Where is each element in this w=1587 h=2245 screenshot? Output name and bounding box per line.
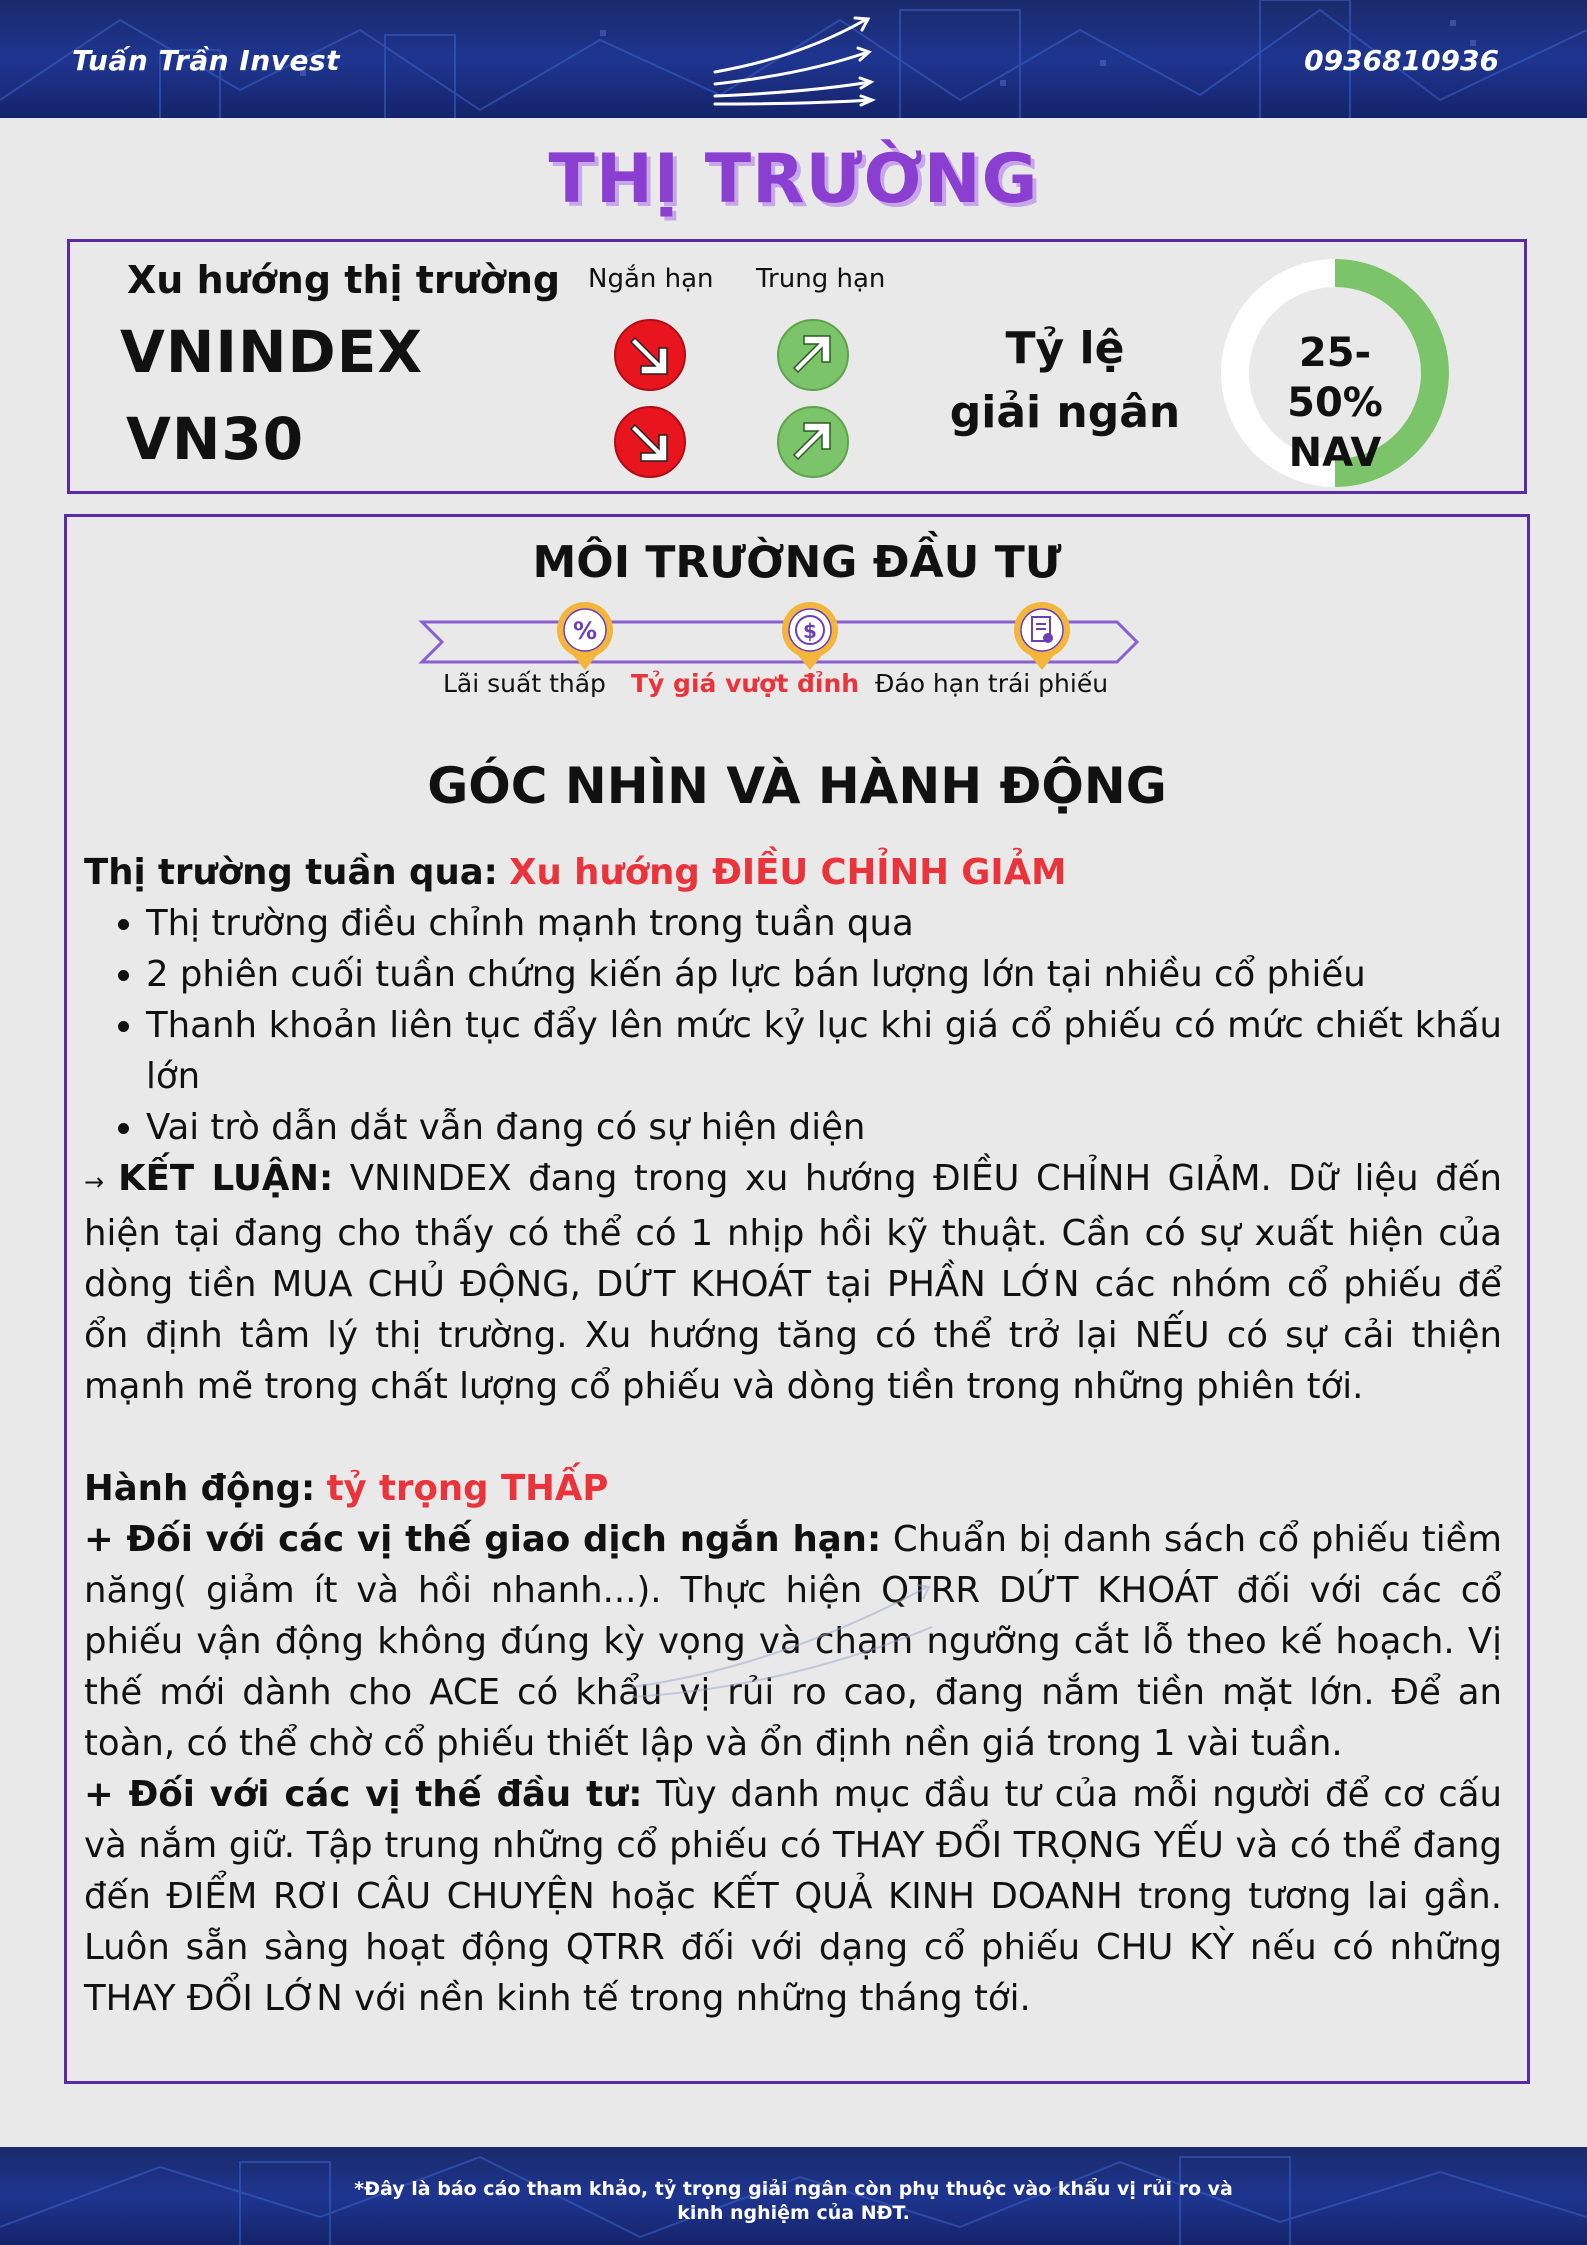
week-label: Thị trường tuần qua: bbox=[84, 852, 498, 893]
list-item: • Thanh khoản liên tục đẩy lên mức kỷ lục khi giá cổ phiếu có mức chiết khấu lớn bbox=[146, 1000, 1502, 1102]
phone-number: 0936810936 bbox=[1304, 44, 1499, 77]
environment-title: MÔI TRƯỜNG ĐẦU TƯ bbox=[532, 537, 1062, 588]
allocation-label bbox=[940, 317, 1190, 445]
percent-icon bbox=[557, 602, 613, 670]
action-label: Hành động: bbox=[84, 1468, 316, 1509]
short-term-label: + Đối với các vị thế giao dịch ngắn hạn: bbox=[84, 1519, 882, 1560]
market-trend-panel bbox=[67, 239, 1527, 494]
week-bullets bbox=[84, 898, 1502, 1153]
week-summary bbox=[84, 847, 1502, 898]
long-term-action bbox=[84, 1769, 1502, 2024]
disclaimer-line2: kinh nghiệm của NĐT. bbox=[677, 2202, 910, 2224]
svg-text:$: $ bbox=[803, 619, 817, 643]
mid-term-header: Trung hạn bbox=[756, 264, 886, 294]
allocation-label-line1: Tỷ lệ bbox=[1005, 323, 1125, 374]
conclusion-text: VNINDEX đang trong xu hướng ĐIỀU CHỈNH GIẢM. Dữ liệu đến hiện tại đang cho thấy có thể có 1 nhịp hồi kỹ thuật. Cần có sự xuất hiện của dòng tiền MUA CHỦ ĐỘNG, DỨT KHOÁT tại PHẦN LỚN các nhóm cổ phiếu để ổn định tâm lý thị trường. Xu hướng tăng có thể trở lại NẾU có sự cải thiện mạnh mẽ trong chất lượng cổ phiếu và dòng tiền trong những phiên tới. bbox=[84, 1158, 1502, 1407]
disclaimer-line1: *Đây là báo cáo tham khảo, tỷ trọng giải ngân còn phụ thuộc vào khẩu vị rủi ro và bbox=[354, 2178, 1233, 2200]
watermark-swoosh-icon bbox=[627, 1577, 987, 1707]
allocation-value-line2: NAV bbox=[1288, 430, 1382, 476]
conclusion bbox=[84, 1153, 1502, 1412]
analysis-panel bbox=[64, 514, 1530, 2084]
allocation-label-line2: giải ngân bbox=[949, 387, 1181, 438]
up-arrow-icon bbox=[776, 318, 850, 392]
index-name-vnindex: VNINDEX bbox=[120, 318, 424, 386]
up-arrow-icon bbox=[776, 405, 850, 479]
view-action-title: GÓC NHÌN VÀ HÀNH ĐỘNG bbox=[427, 757, 1167, 815]
week-trend: Xu hướng ĐIỀU CHỈNH GIẢM bbox=[509, 852, 1067, 893]
allocation-value-line1: 25-50% bbox=[1287, 330, 1383, 426]
footer-disclaimer bbox=[0, 2177, 1587, 2225]
index-name-vn30: VN30 bbox=[126, 405, 305, 473]
action-summary bbox=[84, 1463, 1502, 1514]
list-item: • Thị trường điều chỉnh mạnh trong tuần qua bbox=[146, 898, 1502, 949]
action-value: tỷ trọng THẤP bbox=[326, 1468, 609, 1509]
page-title: THỊ TRƯỜNG bbox=[548, 140, 1039, 219]
growth-swoosh-icon bbox=[710, 12, 880, 107]
environment-label-exchange: Tỷ giá vượt đỉnh bbox=[631, 669, 860, 698]
analysis-content bbox=[84, 847, 1502, 2024]
long-term-label: + Đối với các vị thế đầu tư: bbox=[84, 1774, 643, 1815]
list-item: • Vai trò dẫn dắt vẫn đang có sự hiện diện bbox=[146, 1102, 1502, 1153]
short-term-text: Chuẩn bị danh sách cổ phiếu tiềm năng( giảm ít và hồi nhanh...). Thực hiện QTRR DỨT KHOÁT đối với các cổ phiếu vận động không đúng kỳ vọng và chạm ngưỡng cắt lỗ theo kế hoạch. Vị thế mới dành cho ACE có khẩu vị rủi ro cao, đang nắm tiền mặt lớn. Để an toàn, có thể chờ cổ phiếu thiết lập và ổn định nền giá trong 1 vài tuần. bbox=[84, 1519, 1502, 1764]
environment-timeline bbox=[417, 592, 1147, 672]
brand-name: Tuấn Trần Invest bbox=[72, 44, 341, 77]
down-arrow-icon bbox=[613, 405, 687, 479]
market-trend-heading: Xu hướng thị trường bbox=[127, 258, 561, 302]
footer-band bbox=[0, 2147, 1587, 2245]
list-item: • 2 phiên cuối tuần chứng kiến áp lực bán lượng lớn tại nhiều cổ phiếu bbox=[146, 949, 1502, 1000]
long-term-text: Tùy danh mục đầu tư của mỗi người để cơ cấu và nắm giữ. Tập trung những cổ phiếu có THAY ĐỔI TRỌNG YẾU và có thể đang đến ĐIỂM RƠI CÂU CHUYỆN hoặc KẾT QUẢ KINH DOANH trong tương lai gần. Luôn sẵn sàng hoạt động QTRR đối với dạng cổ phiếu CHU KỲ nếu có những THAY ĐỔI LỚN với nền kinh tế trong những tháng tới. bbox=[84, 1774, 1502, 2019]
svg-text:%: % bbox=[572, 617, 598, 645]
short-term-header: Ngắn hạn bbox=[588, 264, 714, 294]
conclusion-label: KẾT LUẬN: bbox=[118, 1158, 334, 1199]
arrow-right-icon: → bbox=[84, 1168, 105, 1196]
document-icon bbox=[1014, 602, 1070, 670]
allocation-value bbox=[1260, 328, 1410, 478]
environment-label-interest: Lãi suất thấp bbox=[443, 669, 606, 698]
down-arrow-icon bbox=[613, 318, 687, 392]
environment-label-bonds: Đáo hạn trái phiếu bbox=[875, 669, 1109, 698]
header-band bbox=[0, 0, 1587, 118]
dollar-icon bbox=[782, 602, 838, 670]
